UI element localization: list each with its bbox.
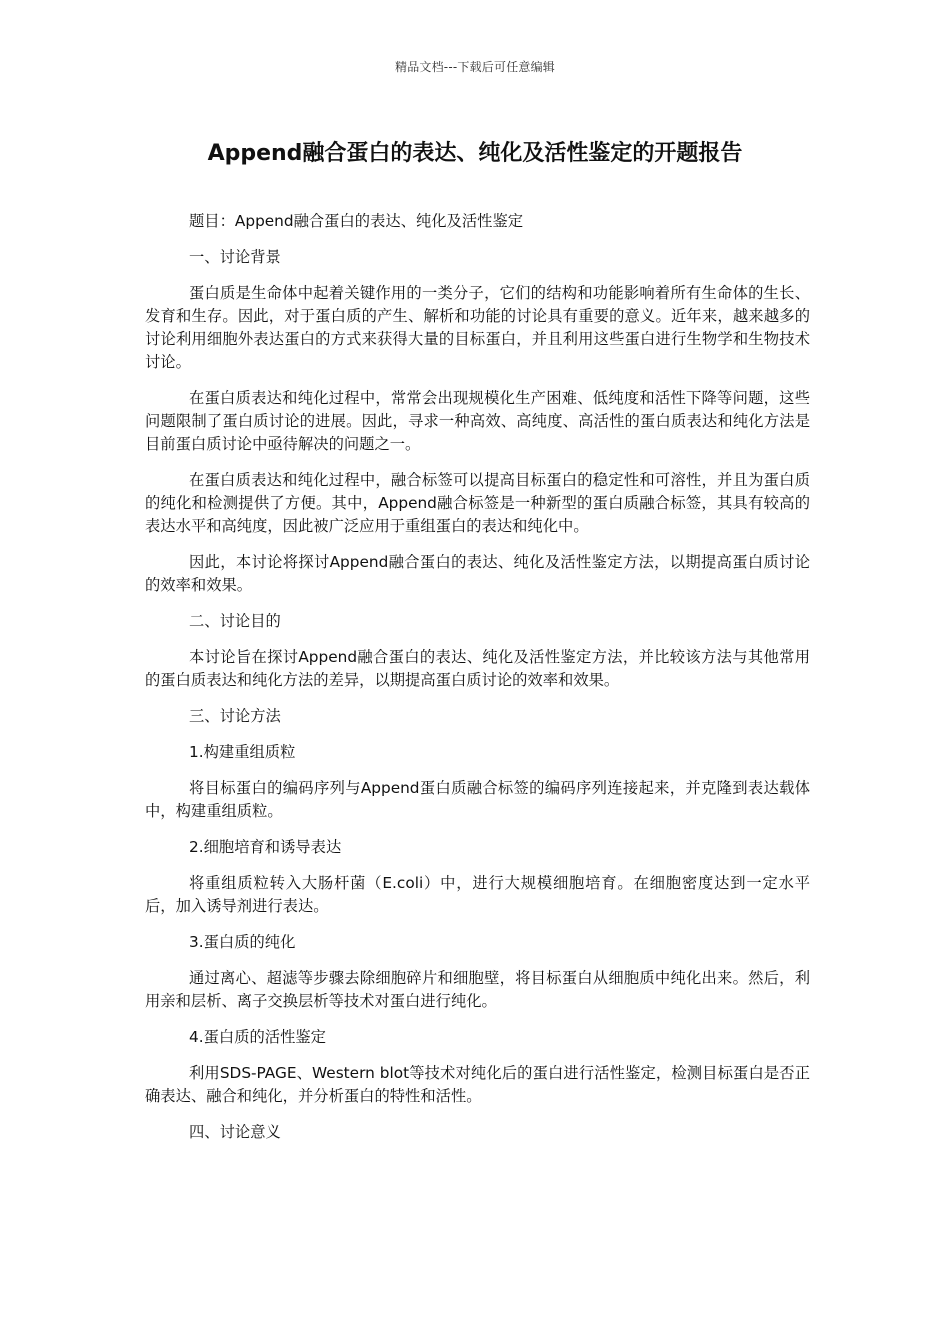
section-heading-background: 一、讨论背景 [189,248,281,266]
body-paragraph: 在蛋白质表达和纯化过程中，常常会出现规模化生产困难、低纯度和活性下降等问题，这些问题限制了蛋白质讨论的进展。因此，寻求一种高效、高纯度、高活性的蛋白质表达和纯化方法是目前蛋白质讨论中亟待解决的问题之一。 [145,389,810,453]
body-paragraph: 因此，本讨论将探讨Append融合蛋白的表达、纯化及活性鉴定方法，以期提高蛋白质讨论的效率和效果。 [145,553,810,594]
document-body [145,210,810,1157]
body-paragraph: 利用SDS-PAGE、Western blot等技术对纯化后的蛋白进行活性鉴定，检测目标蛋白是否正确表达、融合和纯化，并分析蛋白的特性和活性。 [145,1064,810,1105]
subheading-activity: 4.蛋白质的活性鉴定 [189,1028,326,1046]
body-paragraph: 通过离心、超滤等步骤去除细胞碎片和细胞壁，将目标蛋白从细胞质中纯化出来。然后，利用亲和层析、离子交换层析等技术对蛋白进行纯化。 [145,969,810,1010]
subject-line: 题目：Append融合蛋白的表达、纯化及活性鉴定 [189,212,524,230]
subheading-purification: 3.蛋白质的纯化 [189,933,296,951]
page-header-note: 精品文档---下载后可任意编辑 [395,60,555,74]
section-heading-methods: 三、讨论方法 [189,707,281,725]
body-paragraph: 本讨论旨在探讨Append融合蛋白的表达、纯化及活性鉴定方法，并比较该方法与其他常用的蛋白质表达和纯化方法的差异，以期提高蛋白质讨论的效率和效果。 [145,648,810,689]
section-heading-significance: 四、讨论意义 [189,1123,281,1141]
body-paragraph: 在蛋白质表达和纯化过程中，融合标签可以提高目标蛋白的稳定性和可溶性，并且为蛋白质的纯化和检测提供了方便。其中，Append融合标签是一种新型的蛋白质融合标签，其具有较高的表达水平和高纯度，因此被广泛应用于重组蛋白的表达和纯化中。 [145,471,810,535]
section-heading-purpose: 二、讨论目的 [189,612,281,630]
document-title: Append融合蛋白的表达、纯化及活性鉴定的开题报告 [207,141,743,166]
subheading-culture: 2.细胞培育和诱导表达 [189,838,342,856]
body-paragraph: 将重组质粒转入大肠杆菌（E.coli）中，进行大规模细胞培育。在细胞密度达到一定水平后，加入诱导剂进行表达。 [145,874,810,915]
body-paragraph: 蛋白质是生命体中起着关键作用的一类分子，它们的结构和功能影响着所有生命体的生长、发育和生存。因此，对于蛋白质的产生、解析和功能的讨论具有重要的意义。近年来，越来越多的讨论利用细胞外表达蛋白的方式来获得大量的目标蛋白，并且利用这些蛋白进行生物学和生物技术讨论。 [145,284,810,371]
body-paragraph: 将目标蛋白的编码序列与Append蛋白质融合标签的编码序列连接起来，并克隆到表达载体中，构建重组质粒。 [145,779,810,820]
subheading-plasmid: 1.构建重组质粒 [189,743,296,761]
